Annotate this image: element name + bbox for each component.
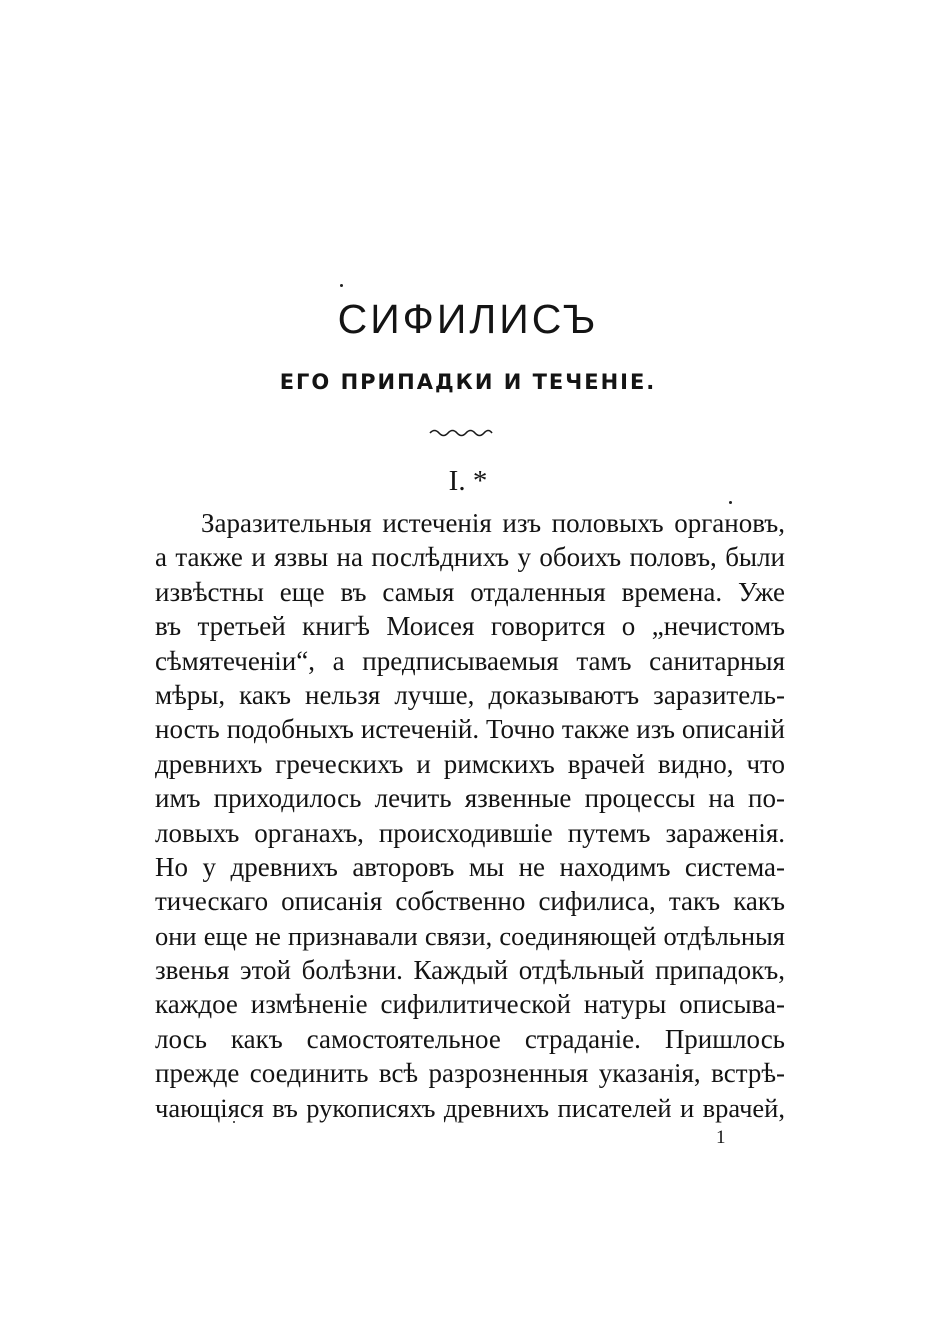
text-line: сѣмятеченіи“, а предписываемыя тамъ санитарныя <box>155 645 785 676</box>
text-line: каждое измѣненіе сифилитической натуры описыва- <box>155 989 785 1020</box>
text-line: а также и язвы на послѣднихъ у обоихъ половъ, были <box>155 542 785 573</box>
print-speck <box>729 501 732 504</box>
text-line: Но у древнихъ авторовъ мы не находимъ система- <box>155 851 785 882</box>
text-line: ловыхъ органахъ, происходившіе путемъ зараженія. <box>155 817 785 848</box>
text-line: звенья этой болѣзни. Каждый отдѣльный припадокъ, <box>155 955 785 986</box>
text-line: прежде соединить всѣ разрозненныя указанія, встрѣ- <box>155 1058 785 1089</box>
section-number: I. * <box>448 465 488 497</box>
text-line: ность подобныхъ истеченій. Точно также изъ описаній <box>155 714 785 745</box>
wave-ornament <box>428 427 494 439</box>
text-line: чающіяся въ рукописяхъ древнихъ писателей и врачей, <box>155 1092 785 1123</box>
page-title: СИФИЛИСЪ <box>337 296 599 342</box>
text-line: Заразительныя истеченія изъ половыхъ органовъ, <box>201 508 785 538</box>
body-text <box>155 506 785 1125</box>
text-line: мѣры, какъ нельзя лучше, доказываютъ заразитель- <box>155 679 785 710</box>
text-line: имъ приходилось лечить язвенные процессы на по- <box>155 783 785 814</box>
text-line: они еще не признавали связи, соединяющей отдѣльныя <box>155 920 785 951</box>
text-line: лось какъ самостоятельное страданіе. Пришлось <box>155 1023 785 1054</box>
text-line: въ третьей книгѣ Моисея говорится о „нечистомъ <box>155 611 785 642</box>
text-line: тическаго описанія собственно сифилиса, такъ какъ <box>155 886 785 917</box>
page-number: 1 <box>716 1127 726 1148</box>
page-subtitle: ЕГО ПРИПАДКИ И ТЕЧЕНІЕ. <box>279 370 657 394</box>
text-line: древнихъ греческихъ и римскихъ врачей видно, что <box>155 748 785 779</box>
text-line: извѣстны еще въ самыя отдаленныя времена. Уже <box>155 576 785 607</box>
print-speck <box>340 284 343 287</box>
